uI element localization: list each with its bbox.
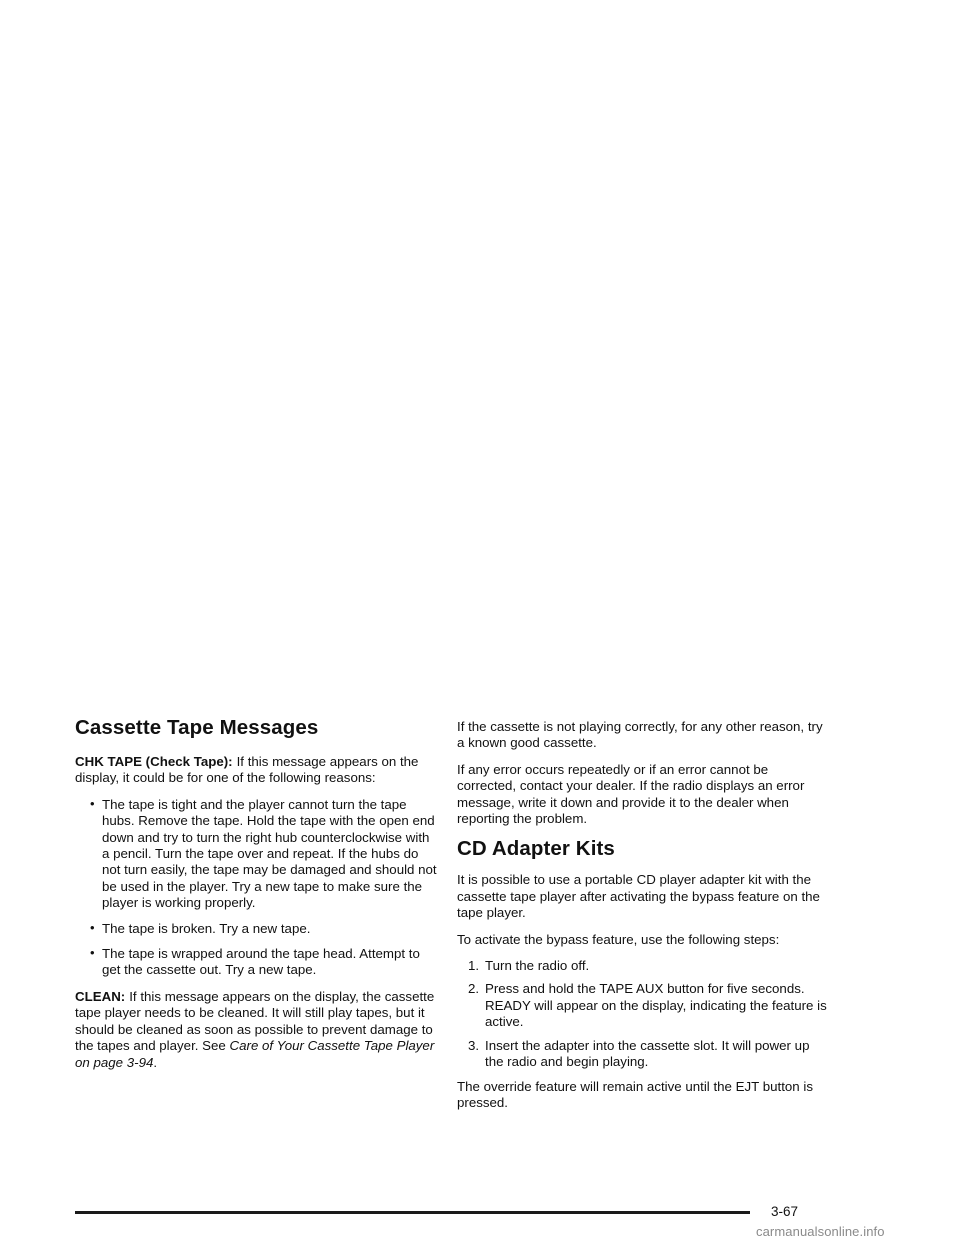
footer-rule bbox=[75, 1211, 750, 1214]
override-paragraph: The override feature will remain active until the EJT button is pressed. bbox=[457, 1078, 813, 1110]
list-item: • The tape is tight and the player cannot turn the tape hubs. Remove the tape. Hold the tape with the open end down and try to turn the right hub counterclockwise with a pencil. Turn the tape over and repeat. If the hubs do not turn easily, the tape may be damaged and should not be used in the player. Try a new tape to make sure the player is working properly. bbox=[102, 797, 437, 912]
step-text: Press and hold the TAPE AUX button for five seconds. READY will appear on the display, indicating the feature is active. bbox=[485, 981, 827, 1030]
step-number: 2. bbox=[468, 981, 480, 997]
cross-reference-link[interactable]: Care of Your Cassette Tape Player on page 3-94 bbox=[75, 1038, 435, 1070]
steps-intro-paragraph: To activate the bypass feature, use the following steps: bbox=[457, 931, 780, 947]
known-good-cassette-paragraph: If the cassette is not playing correctly, for any other reason, try a known good cassette. bbox=[457, 719, 823, 751]
watermark: carmanualsonline.info bbox=[756, 1224, 885, 1239]
section-title-cd-adapter-kits: CD Adapter Kits bbox=[457, 837, 615, 861]
step-text: Insert the adapter into the cassette slot. It will power up the radio and begin playing. bbox=[485, 1037, 810, 1070]
adapter-intro-paragraph: It is possible to use a portable CD player adapter kit with the cassette tape player after activating the bypass feature on the tape player. bbox=[457, 872, 820, 921]
list-item bbox=[468, 1037, 827, 1071]
step-number: 1. bbox=[468, 958, 480, 974]
chk-tape-paragraph bbox=[75, 754, 437, 787]
chk-tape-lead: CHK TAPE (Check Tape): bbox=[75, 754, 233, 769]
contact-dealer-paragraph: If any error occurs repeatedly or if an error cannot be corrected, contact your dealer. If the radio displays an error message, write it down and provide it to the dealer when reporting the problem. bbox=[457, 761, 805, 827]
section-title-cassette-tape-messages: Cassette Tape Messages bbox=[75, 716, 319, 739]
clean-end: . bbox=[153, 1054, 158, 1070]
list-item bbox=[468, 958, 827, 974]
clean-lead: CLEAN: bbox=[75, 988, 126, 1004]
right-column bbox=[457, 719, 827, 1121]
reasons-list bbox=[75, 797, 437, 979]
list-item: • The tape is wrapped around the tape head. Attempt to get the cassette out. Try a new tape. bbox=[102, 946, 437, 979]
list-item bbox=[468, 981, 827, 1030]
clean-paragraph bbox=[75, 989, 437, 1071]
left-column bbox=[75, 716, 437, 1081]
list-item: • The tape is broken. Try a new tape. bbox=[102, 921, 437, 937]
clean-text: If this message appears on the display, the cassette tape player needs to be cleaned. It will still play tapes, but it should be cleaned as soon as possible to prevent damage to the tapes and player. See bbox=[75, 988, 435, 1054]
chk-tape-text: If this message appears on the display, it could be for one of the following reasons: bbox=[75, 754, 419, 786]
page-number: 3-67 bbox=[771, 1204, 799, 1219]
step-number: 3. bbox=[468, 1037, 480, 1053]
step-text: Turn the radio off. bbox=[485, 958, 590, 974]
steps-list bbox=[457, 958, 827, 1070]
